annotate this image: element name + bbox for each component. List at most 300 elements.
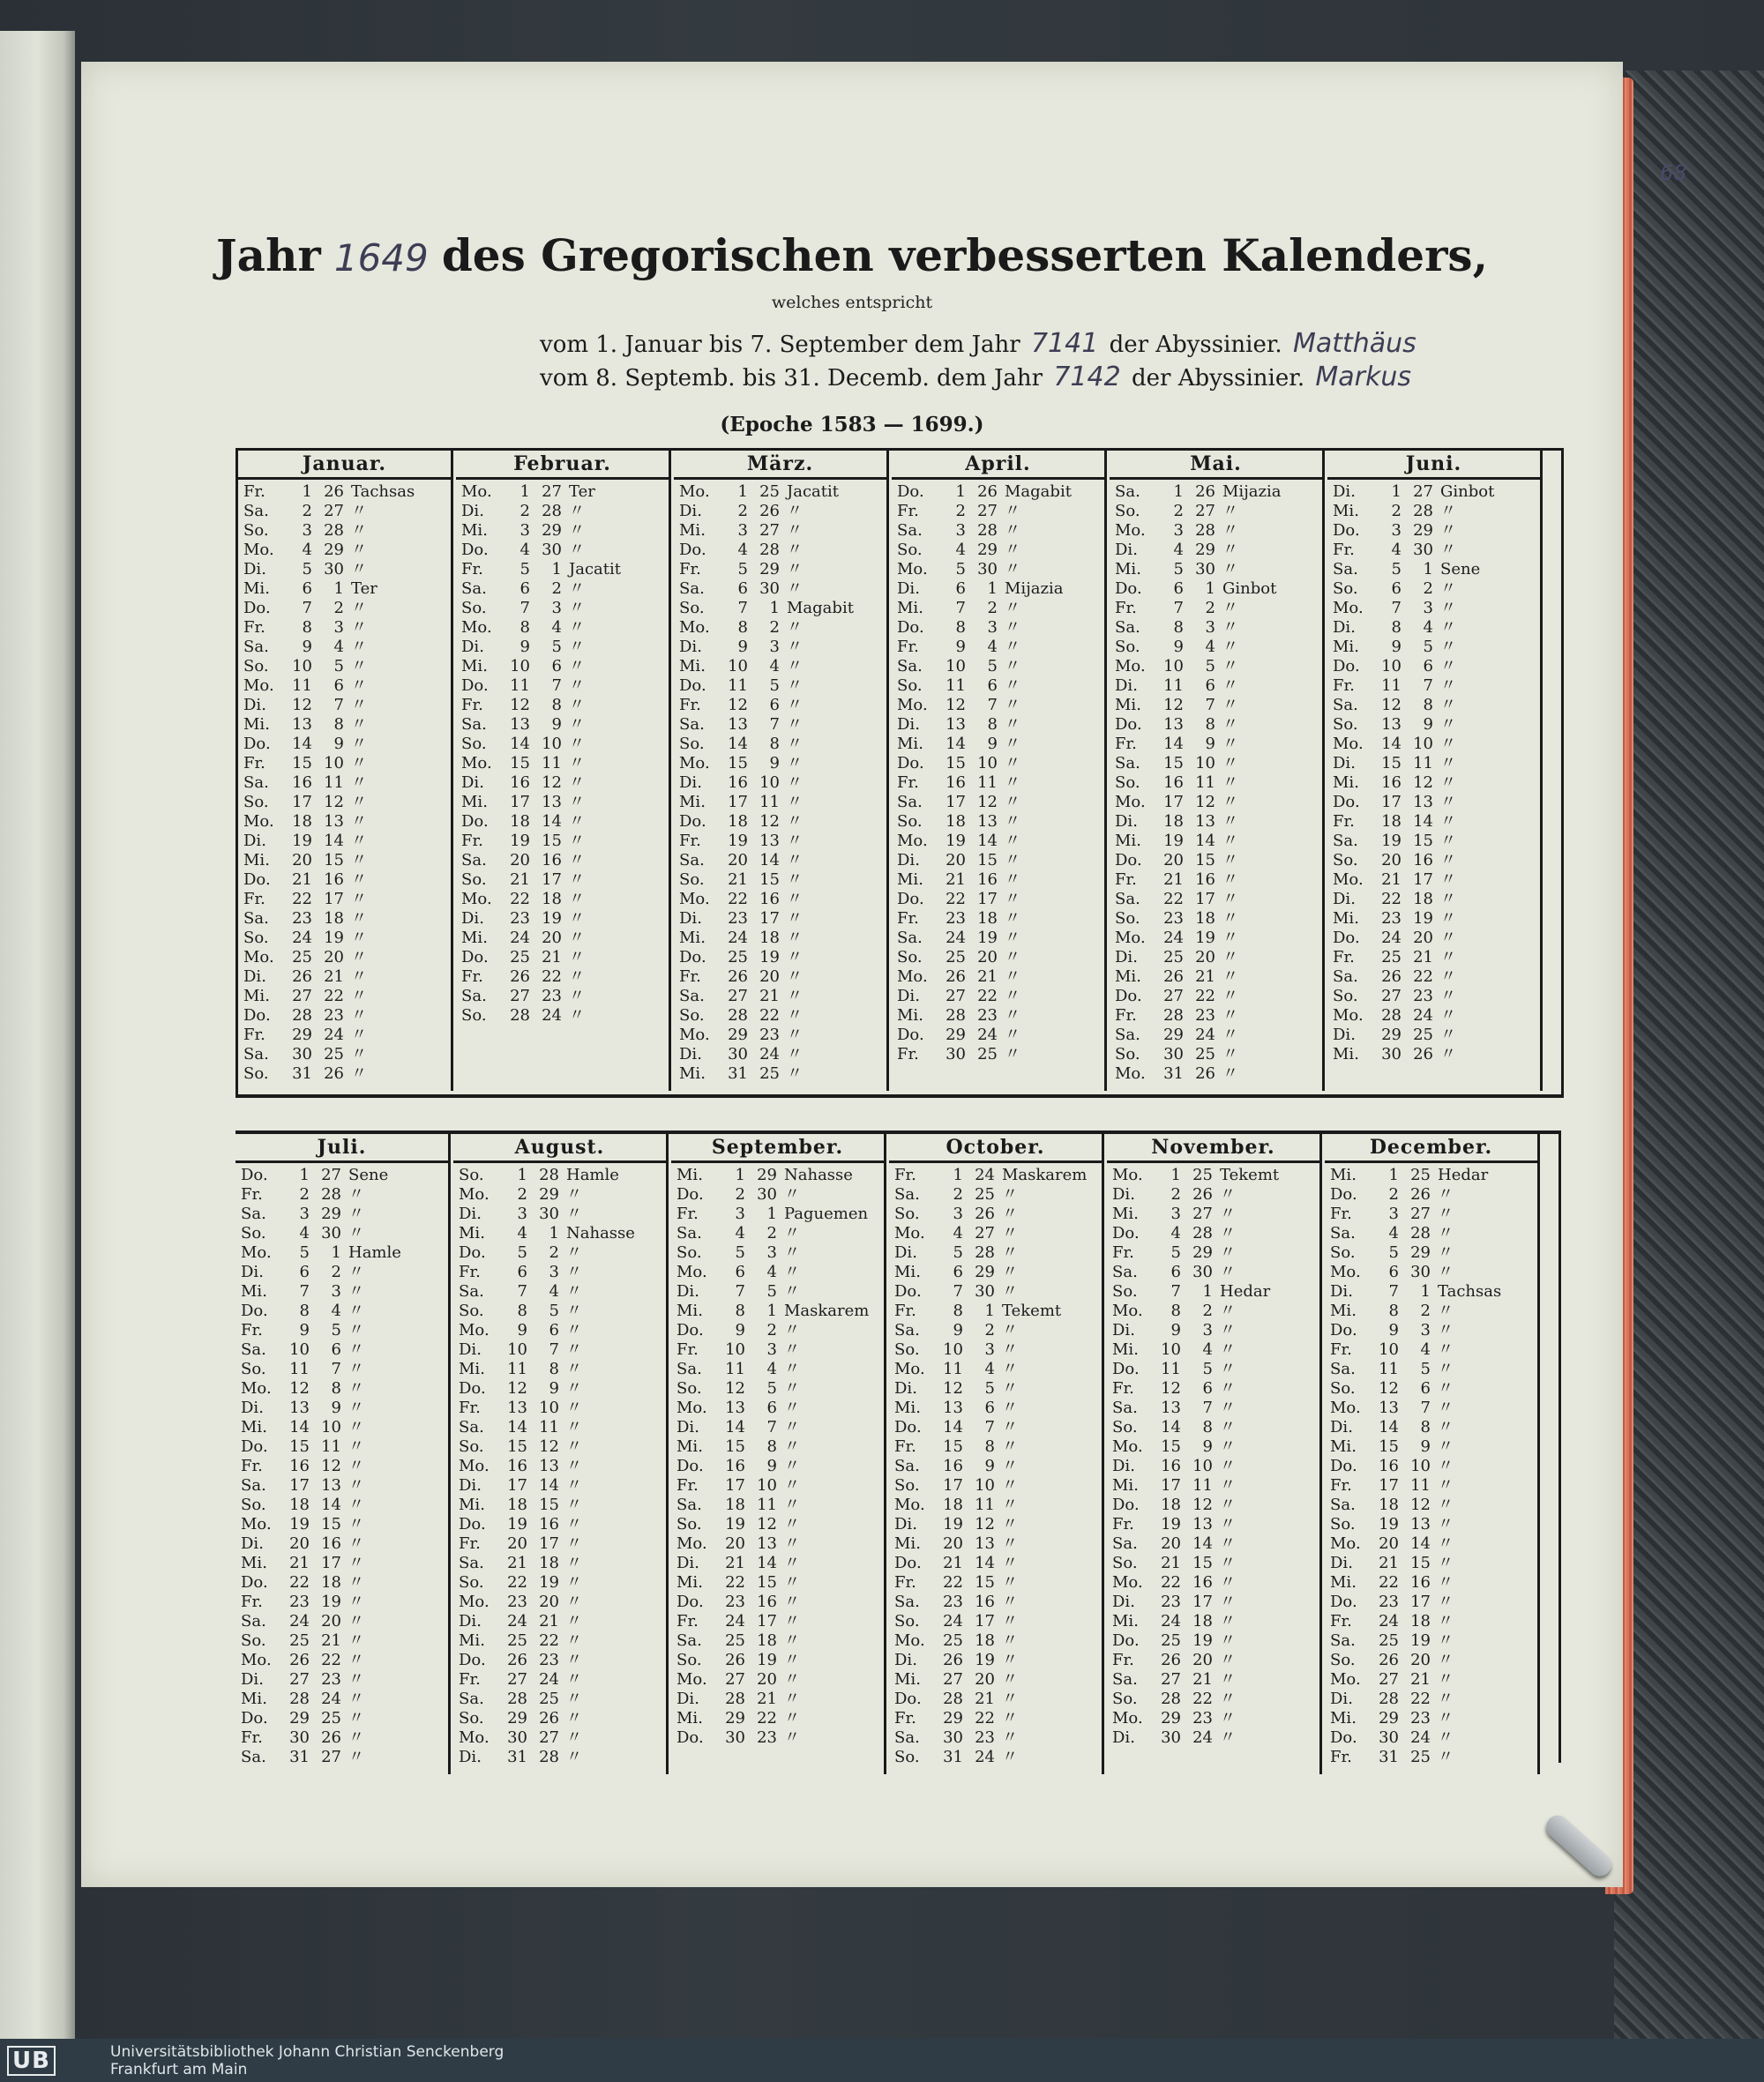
abyssinian-day: 19 [1410, 1631, 1431, 1650]
gregorian-day: 31 [1379, 1748, 1399, 1766]
day-row [1325, 1360, 1537, 1379]
gregorian-day: 4 [302, 541, 312, 559]
day-row [1110, 754, 1322, 773]
abyssinian-day: 19 [975, 1651, 995, 1669]
weekday: So. [894, 1748, 920, 1766]
abyssinian-month: 〃 [1222, 987, 1238, 1005]
weekday: Sa. [1333, 560, 1358, 578]
weekday: Mi. [897, 870, 923, 889]
weekday: Do. [461, 541, 489, 559]
abyssinian-day: 26 [324, 482, 344, 501]
gregorian-day: 9 [302, 638, 312, 656]
weekday: Do. [243, 1006, 271, 1025]
abyssinian-day: 17 [977, 890, 998, 908]
day-row [1107, 1282, 1319, 1302]
abyssinian-day: 17 [1413, 870, 1433, 889]
day-row [671, 1573, 884, 1593]
abyssinian-month: 〃 [1005, 502, 1020, 520]
weekday: Fr. [897, 638, 919, 656]
abyssinian-day: 8 [1202, 1418, 1213, 1437]
abyssinian-month: 〃 [1002, 1457, 1018, 1475]
abyssinian-day: 8 [769, 735, 780, 753]
day-row [1107, 1205, 1319, 1224]
weekday: So. [241, 1496, 266, 1514]
day-row [238, 1006, 451, 1026]
gregorian-day: 15 [725, 1437, 745, 1456]
abyssinian-day: 26 [324, 1064, 344, 1083]
abyssinian-month: 〃 [1440, 948, 1456, 966]
gregorian-day: 9 [517, 1321, 527, 1339]
gregorian-day: 5 [302, 560, 312, 578]
weekday: Di. [1112, 1321, 1135, 1339]
weekday: Mi. [679, 657, 706, 675]
weekday: So. [1330, 1243, 1356, 1262]
abyssinian-day: 8 [551, 696, 562, 714]
abyssinian-day: 24 [542, 1006, 562, 1025]
abyssinian-day: 9 [1423, 715, 1433, 734]
gregorian-day: 31 [289, 1748, 310, 1766]
abyssinian-month: 〃 [1438, 1263, 1454, 1281]
abyssinian-month: 〃 [784, 1690, 800, 1708]
abyssinian-day: 30 [975, 1282, 995, 1301]
weekday: Di. [897, 851, 920, 869]
day-row [453, 1399, 666, 1418]
abyssinian-day: 29 [1195, 541, 1215, 559]
abyssinian-month: 〃 [1005, 890, 1020, 908]
gregorian-day: 26 [1161, 1651, 1181, 1669]
abyssinian-day: 21 [975, 1690, 995, 1708]
abyssinian-day: 10 [757, 1476, 777, 1495]
abyssinian-month: 〃 [348, 1651, 364, 1669]
gregorian-day: 1 [955, 482, 966, 501]
gregorian-day: 12 [1381, 696, 1401, 714]
day-row [674, 851, 886, 870]
abyssinian-day: 4 [333, 638, 344, 656]
abyssinian-month: 〃 [1440, 1045, 1456, 1063]
weekday: Do. [459, 1651, 486, 1669]
abyssinian-month: 〃 [1438, 1573, 1454, 1592]
line1-year-handwritten: 7141 [1030, 328, 1099, 359]
abyssinian-day: 19 [324, 929, 344, 947]
gregorian-day: 2 [1391, 502, 1401, 520]
gregorian-day: 1 [953, 1166, 963, 1184]
gregorian-day: 8 [302, 618, 312, 637]
weekday: Di. [679, 773, 702, 792]
day-row [1327, 851, 1540, 870]
day-row [1107, 1418, 1319, 1437]
day-row [892, 909, 1104, 929]
correspondence-line-2 [540, 362, 1415, 392]
abyssinian-day: 22 [1195, 987, 1215, 1005]
abyssinian-month: 〃 [566, 1670, 582, 1689]
gregorian-day: 5 [1391, 560, 1401, 578]
abyssinian-month: 〃 [1002, 1321, 1018, 1339]
weekday: So. [679, 599, 705, 617]
abyssinian-day: 22 [539, 1631, 559, 1650]
day-row [674, 482, 886, 502]
gregorian-day: 7 [1391, 599, 1401, 617]
weekday: Mi. [679, 793, 706, 811]
abyssinian-day: 7 [1202, 1399, 1213, 1417]
abyssinian-month: 〃 [566, 1554, 582, 1572]
abyssinian-month: 〃 [784, 1340, 800, 1359]
gregorian-day: 12 [1161, 1379, 1181, 1398]
gregorian-day: 21 [1163, 870, 1184, 889]
abyssinian-month: 〃 [351, 1045, 367, 1063]
abyssinian-month: 〃 [1440, 502, 1456, 520]
day-row [1107, 1243, 1319, 1263]
abyssinian-day: 2 [766, 1224, 777, 1242]
weekday: So. [897, 948, 923, 966]
day-row [1110, 890, 1322, 909]
abyssinian-month: 〃 [787, 1045, 803, 1063]
abyssinian-day: 13 [324, 812, 344, 831]
gregorian-day: 22 [1381, 890, 1401, 908]
weekday: So. [243, 657, 269, 675]
abyssinian-day: 19 [759, 948, 780, 966]
abyssinian-month: 〃 [1438, 1631, 1454, 1650]
weekday: Di. [459, 1205, 482, 1223]
month-days [238, 480, 453, 1091]
weekday: So. [243, 1064, 269, 1083]
weekday: Mo. [461, 754, 492, 772]
gregorian-day: 13 [728, 715, 748, 734]
abyssinian-month: 〃 [1005, 1026, 1020, 1044]
abyssinian-day: 4 [1420, 1340, 1431, 1359]
day-row [892, 773, 1104, 793]
gregorian-day: 25 [943, 1631, 963, 1650]
abyssinian-day: 14 [975, 1554, 995, 1572]
abyssinian-month: 〃 [1440, 851, 1456, 869]
day-row [235, 1690, 448, 1709]
abyssinian-day: 27 [321, 1748, 341, 1766]
abyssinian-day: 4 [769, 657, 780, 675]
gregorian-day: 16 [510, 773, 530, 792]
gregorian-day: 5 [735, 1243, 745, 1262]
weekday: Mi. [1330, 1573, 1357, 1592]
gregorian-day: 9 [519, 638, 530, 656]
abyssinian-month: 〃 [348, 1418, 364, 1437]
weekday: Di. [679, 502, 702, 520]
gregorian-day: 23 [507, 1593, 527, 1611]
weekday: Di. [894, 1379, 917, 1398]
calendar-table-first-half [235, 448, 1564, 1098]
abyssinian-day: 2 [766, 1321, 777, 1339]
day-row [674, 773, 886, 793]
weekday: Do. [1330, 1728, 1357, 1747]
abyssinian-month: 〃 [1438, 1593, 1454, 1611]
weekday: Do. [241, 1573, 268, 1592]
abyssinian-day: 28 [977, 521, 998, 540]
day-row [456, 870, 669, 890]
weekday: Mo. [679, 754, 710, 772]
gregorian-day: 6 [735, 1263, 745, 1281]
day-row [1107, 1457, 1319, 1476]
abyssinian-month: 〃 [1220, 1185, 1236, 1204]
abyssinian-day: 3 [1202, 1321, 1213, 1339]
gregorian-day: 1 [737, 482, 748, 501]
abyssinian-month: 〃 [1220, 1476, 1236, 1495]
day-row [235, 1515, 448, 1534]
weekday: Di. [243, 560, 266, 578]
abyssinian-month: 〃 [351, 812, 367, 831]
abyssinian-month: 〃 [784, 1631, 800, 1650]
weekday: Sa. [1333, 967, 1358, 986]
abyssinian-month: Nahasse [784, 1166, 853, 1184]
abyssinian-month: 〃 [1220, 1728, 1236, 1747]
gregorian-day: 4 [1173, 541, 1184, 559]
abyssinian-day: 18 [759, 929, 780, 947]
abyssinian-month: 〃 [1222, 541, 1238, 559]
abyssinian-month: 〃 [1440, 599, 1456, 617]
abyssinian-month: 〃 [566, 1515, 582, 1534]
day-row [889, 1476, 1102, 1496]
abyssinian-day: 2 [1202, 1302, 1213, 1320]
gregorian-day: 8 [953, 1302, 963, 1320]
abyssinian-month: 〃 [1002, 1631, 1018, 1650]
weekday: Fr. [897, 502, 919, 520]
day-row [892, 793, 1104, 812]
abyssinian-day: 30 [1410, 1263, 1431, 1281]
weekday: Fr. [897, 773, 919, 792]
gregorian-day: 11 [1379, 1360, 1399, 1378]
abyssinian-month: 〃 [1222, 1026, 1238, 1044]
gregorian-day: 2 [735, 1185, 745, 1204]
abyssinian-month: 〃 [784, 1651, 800, 1669]
abyssinian-day: 6 [1423, 657, 1433, 675]
weekday: Fr. [1112, 1243, 1134, 1262]
abyssinian-day: 20 [321, 1612, 341, 1631]
gregorian-day: 10 [728, 657, 748, 675]
abyssinian-month: 〃 [784, 1709, 800, 1728]
day-row [456, 599, 669, 618]
weekday: Fr. [679, 967, 701, 986]
weekday: Fr. [679, 560, 701, 578]
weekday: Mi. [1333, 638, 1359, 656]
weekday: Sa. [894, 1593, 920, 1611]
weekday: Fr. [676, 1476, 699, 1495]
day-row [671, 1321, 884, 1340]
abyssinian-day: 3 [766, 1340, 777, 1359]
gregorian-day: 17 [1379, 1476, 1399, 1495]
gregorian-day: 2 [519, 502, 530, 520]
gregorian-day: 30 [725, 1728, 745, 1747]
abyssinian-day: 28 [539, 1166, 559, 1184]
day-row [456, 482, 669, 502]
day-row [235, 1496, 448, 1515]
weekday: So. [1333, 579, 1358, 598]
weekday: Do. [461, 812, 489, 831]
line2-text: vom 8. Septemb. bis 31. Decemb. dem Jahr [540, 365, 1043, 392]
abyssinian-month: 〃 [1220, 1496, 1236, 1514]
gregorian-day: 14 [725, 1418, 745, 1437]
abyssinian-month: 〃 [566, 1651, 582, 1669]
day-row [456, 793, 669, 812]
gregorian-day: 1 [517, 1166, 527, 1184]
abyssinian-day: 10 [1410, 1457, 1431, 1475]
weekday: Do. [459, 1515, 486, 1534]
abyssinian-month: 〃 [1002, 1476, 1018, 1495]
weekday: Fr. [1115, 599, 1137, 617]
abyssinian-day: 10 [1195, 754, 1215, 772]
day-row [674, 754, 886, 773]
abyssinian-day: 18 [1413, 890, 1433, 908]
abyssinian-month: 〃 [1002, 1728, 1018, 1747]
abyssinian-month: 〃 [787, 560, 803, 578]
abyssinian-month: 〃 [1220, 1243, 1236, 1262]
gregorian-day: 14 [1379, 1418, 1399, 1437]
gregorian-day: 28 [725, 1690, 745, 1708]
weekday: Sa. [679, 987, 705, 1005]
gregorian-day: 14 [943, 1418, 963, 1437]
day-row [238, 521, 451, 541]
abyssinian-month: 〃 [787, 1064, 803, 1083]
gregorian-day: 22 [725, 1573, 745, 1592]
abyssinian-month: 〃 [1438, 1651, 1454, 1669]
weekday: Do. [461, 676, 489, 695]
abyssinian-day: 16 [539, 1515, 559, 1534]
day-row [1327, 618, 1540, 638]
day-row [674, 929, 886, 948]
abyssinian-month: 〃 [1440, 521, 1456, 540]
line1-text: vom 1. Januar bis 7. September dem Jahr [540, 332, 1020, 358]
abyssinian-month: 〃 [569, 502, 585, 520]
correspondence-line-1 [540, 328, 1420, 359]
weekday: Di. [679, 638, 702, 656]
abyssinian-month: 〃 [1222, 793, 1238, 811]
month-december [1325, 1134, 1540, 1774]
abyssinian-day: 3 [1205, 618, 1215, 637]
day-row [1107, 1263, 1319, 1282]
day-row [671, 1728, 884, 1748]
abyssinian-day: 4 [1423, 618, 1433, 637]
weekday: Mi. [1330, 1437, 1357, 1456]
weekday: Mo. [1112, 1166, 1143, 1184]
gregorian-day: 15 [728, 754, 748, 772]
abyssinian-day: 9 [984, 1457, 995, 1475]
weekday: Di. [676, 1690, 699, 1708]
abyssinian-month: 〃 [1440, 793, 1456, 811]
abyssinian-month: 〃 [1002, 1670, 1018, 1689]
weekday: So. [1333, 715, 1358, 734]
day-row [1327, 754, 1540, 773]
day-row [235, 1728, 448, 1748]
weekday: Mo. [897, 967, 928, 986]
gregorian-day: 25 [1379, 1631, 1399, 1650]
abyssinian-month: 〃 [569, 715, 585, 734]
abyssinian-day: 25 [759, 1064, 780, 1083]
weekday: Mo. [676, 1399, 707, 1417]
day-row [1327, 948, 1540, 967]
weekday: Sa. [1333, 696, 1358, 714]
weekday: Do. [1330, 1457, 1357, 1475]
abyssinian-day: 1 [1423, 560, 1433, 578]
weekday: So. [461, 735, 487, 753]
abyssinian-day: 17 [321, 1554, 341, 1572]
gregorian-day: 3 [953, 1205, 963, 1223]
gregorian-day: 21 [507, 1554, 527, 1572]
abyssinian-day: 2 [549, 1243, 559, 1262]
abyssinian-month: 〃 [1002, 1205, 1018, 1223]
gregorian-day: 8 [517, 1302, 527, 1320]
abyssinian-month: 〃 [784, 1515, 800, 1534]
gregorian-day: 8 [737, 618, 748, 637]
abyssinian-month: 〃 [348, 1302, 364, 1320]
gregorian-day: 13 [507, 1399, 527, 1417]
day-row [235, 1399, 448, 1418]
abyssinian-day: 6 [769, 696, 780, 714]
abyssinian-day: 9 [1420, 1437, 1431, 1456]
gregorian-day: 30 [946, 1045, 966, 1063]
gregorian-day: 22 [510, 890, 530, 908]
abyssinian-month: 〃 [1002, 1263, 1018, 1281]
abyssinian-day: 30 [542, 541, 562, 559]
day-row [1327, 929, 1540, 948]
day-row [1327, 521, 1540, 541]
abyssinian-month: 〃 [1222, 870, 1238, 889]
gregorian-day: 12 [725, 1379, 745, 1398]
gregorian-day: 17 [1161, 1476, 1181, 1495]
weekday: Fr. [1333, 676, 1355, 695]
epoche-line: (Epoche 1583 — 1699.) [720, 413, 984, 437]
weekday: Mo. [1112, 1437, 1143, 1456]
abyssinian-month: 〃 [784, 1728, 800, 1747]
abyssinian-day: 16 [1410, 1573, 1431, 1592]
abyssinian-day: 18 [542, 890, 562, 908]
day-row [671, 1476, 884, 1496]
day-row [671, 1496, 884, 1515]
abyssinian-month: 〃 [784, 1437, 800, 1456]
weekday: Mi. [679, 1064, 706, 1083]
abyssinian-month: Maskarem [1002, 1166, 1088, 1184]
day-row [889, 1243, 1102, 1263]
gregorian-day: 18 [725, 1496, 745, 1514]
abyssinian-day: 16 [321, 1534, 341, 1553]
day-row [238, 832, 451, 851]
abyssinian-day: 5 [551, 638, 562, 656]
abyssinian-day: 8 [984, 1437, 995, 1456]
weekday: Do. [676, 1728, 704, 1747]
gregorian-day: 29 [943, 1709, 963, 1728]
abyssinian-day: 12 [1413, 773, 1433, 792]
abyssinian-day: 2 [1420, 1302, 1431, 1320]
weekday: Sa. [1333, 832, 1358, 850]
abyssinian-day: 5 [766, 1379, 777, 1398]
weekday: Fr. [679, 696, 701, 714]
weekday: Mo. [679, 1026, 710, 1044]
gregorian-day: 24 [943, 1612, 963, 1631]
gregorian-day: 11 [1163, 676, 1184, 695]
weekday: So. [897, 541, 923, 559]
abyssinian-day: 2 [984, 1321, 995, 1339]
gregorian-day: 11 [943, 1360, 963, 1378]
abyssinian-day: 26 [975, 1205, 995, 1223]
day-row [453, 1612, 666, 1631]
abyssinian-month: Mijazia [1222, 482, 1282, 501]
gregorian-day: 9 [953, 1321, 963, 1339]
weekday: So. [1333, 851, 1358, 869]
abyssinian-month: 〃 [1220, 1399, 1236, 1417]
abyssinian-month: 〃 [566, 1263, 582, 1281]
weekday: Fr. [1115, 735, 1137, 753]
abyssinian-month: 〃 [351, 773, 367, 792]
day-row [456, 676, 669, 696]
gregorian-day: 29 [725, 1709, 745, 1728]
abyssinian-day: 2 [769, 618, 780, 637]
gregorian-day: 4 [955, 541, 966, 559]
weekday: Fr. [1330, 1476, 1352, 1495]
abyssinian-day: 5 [987, 657, 998, 675]
